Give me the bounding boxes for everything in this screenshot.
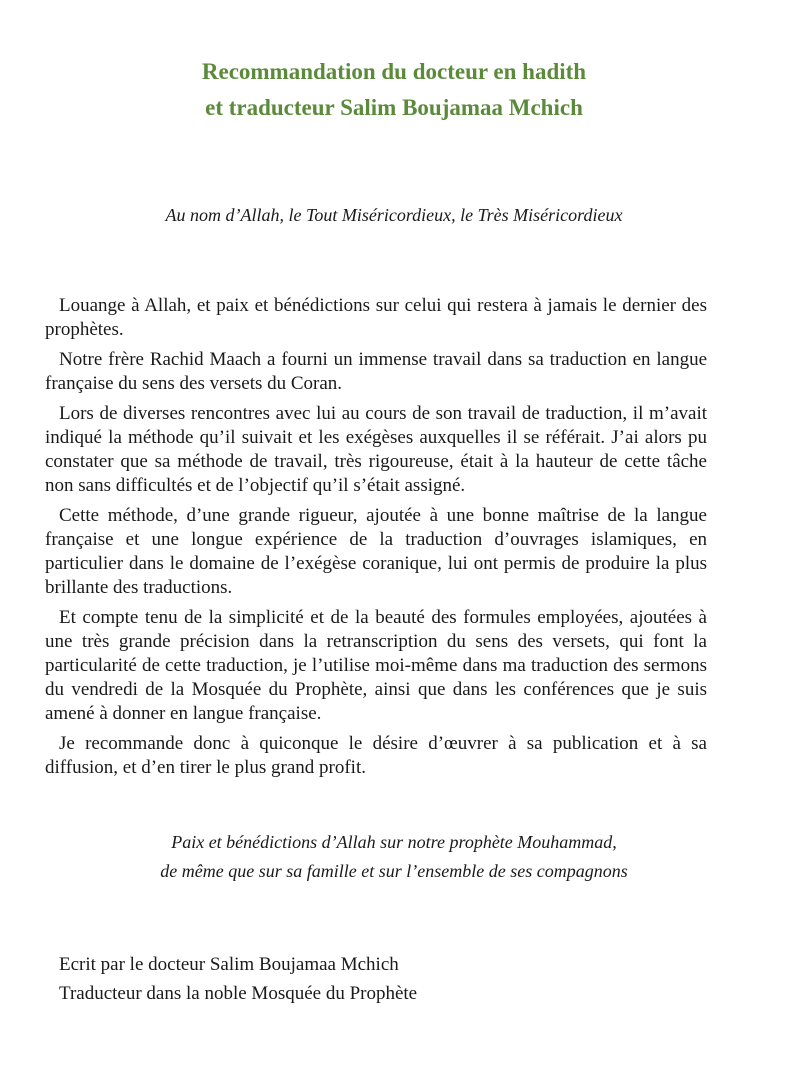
paragraph-5: Et compte tenu de la simplicité et de la beauté des formules employées, ajoutées à une très grande précision dans la retranscription du sens des versets, qui font la particularité de cette traduction, je l’utilise moi-même dans ma traduction des sermons du vendredi de la Mosquée du Prophète, ainsi que dans les conférences que je suis amené à donner en langue française. <box>45 607 707 724</box>
closing-blessing <box>0 828 788 886</box>
title-line-1: Recommandation du docteur en hadith <box>201 59 587 84</box>
signature-block <box>59 950 417 1008</box>
paragraph-3: Lors de diverses rencontres avec lui au cours de son travail de traduction, il m’avait indiqué la méthode qu’il suivait et les exégèses auxquelles il se référait. J’ai alors pu constater que sa méthode de travail, très rigoureuse, était à la hauteur de cette tâche non sans difficultés et de l’objectif qu’il s’était assigné. <box>45 403 707 496</box>
paragraph-2: Notre frère Rachid Maach a fourni un immense travail dans sa traduction en langue française du sens des versets du Coran. <box>45 349 707 394</box>
closing-line-2: de même que sur sa famille et sur l’ensemble de ses compagnons <box>160 861 628 881</box>
title-line-2: et traducteur Salim Boujamaa Mchich <box>205 95 583 120</box>
closing-line-1: Paix et bénédictions d’Allah sur notre prophète Mouhammad, <box>171 832 617 852</box>
paragraph-4: Cette méthode, d’une grande rigueur, ajoutée à une bonne maîtrise de la langue française et une longue expérience de la traduction d’ouvrages islamiques, en particulier dans le domaine de l’exégèse coranique, lui ont permis de produire la plus brillante des traductions. <box>45 505 707 598</box>
recommendation-body <box>45 294 707 786</box>
signature-line-1: Ecrit par le docteur Salim Boujamaa Mchich <box>59 954 399 975</box>
basmala: Au nom d’Allah, le Tout Miséricordieux, le Très Miséricordieux <box>165 205 623 225</box>
paragraph-6: Je recommande donc à quiconque le désire d’œuvrer à sa publication et à sa diffusion, et d’en tirer le plus grand profit. <box>45 733 707 778</box>
signature-line-2: Traducteur dans la noble Mosquée du Prophète <box>59 983 418 1004</box>
paragraph-1: Louange à Allah, et paix et bénédictions sur celui qui restera à jamais le dernier des prophètes. <box>45 295 707 340</box>
page-title <box>0 54 788 126</box>
